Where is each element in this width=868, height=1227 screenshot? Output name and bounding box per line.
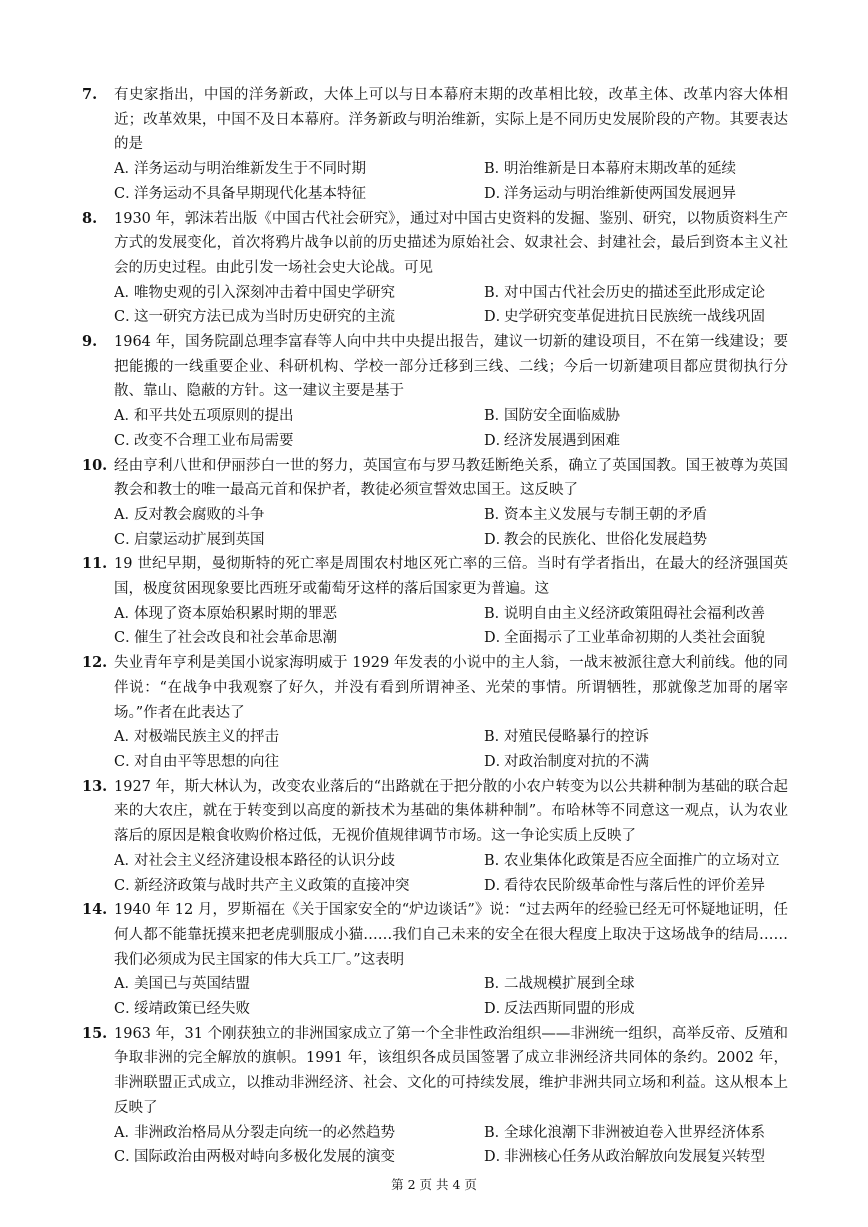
option-text: 国际政治由两极对峙向多极化发展的演变 [134, 1149, 395, 1166]
option-text: 催生了社会改良和社会革命思潮 [134, 630, 337, 647]
option-a [114, 281, 484, 306]
question-12 [82, 651, 788, 775]
option-list [114, 972, 788, 1021]
option-d [484, 305, 820, 330]
question-number: 8. [82, 209, 98, 227]
option-letter: B. [484, 852, 500, 869]
option-b [484, 503, 820, 528]
option-letter: B． [484, 729, 510, 746]
option-list [114, 1121, 788, 1170]
option-letter: A． [114, 161, 139, 178]
option-c [114, 528, 484, 553]
option-list [114, 602, 788, 651]
option-d [484, 1145, 820, 1170]
option-letter: C． [114, 1001, 140, 1018]
option-text: 洋务运动与明治维新使两国发展迥异 [504, 185, 736, 202]
option-text: 洋务运动不具备早期现代化基本特征 [134, 185, 366, 202]
option-letter: C． [114, 877, 140, 894]
option-letter: B． [484, 605, 510, 622]
option-c [114, 305, 484, 330]
option-text: 唯物史观的引入深刻冲击着中国史学研究 [134, 284, 395, 301]
option-letter: C． [114, 1149, 140, 1166]
option-c [114, 750, 484, 775]
question-stem: 1963 年，31 个刚获独立的非洲国家成立了第一个全非性政治组织——非洲统一组织，高举反帝、反殖和争取非洲的完全解放的旗帜。1991 年，该组织各成员国签署了成立非洲经济共同体的条约。2002 年，非洲联盟正式成立，以推动非洲经济、社会、文化的可持续发展，维护非洲共同立场和利益。这从根本上反映了 [114, 1025, 788, 1116]
option-list [114, 849, 788, 898]
option-text: 非洲核心任务从政治解放向发展复兴转型 [504, 1149, 765, 1166]
option-text: 美国已与英国结盟 [134, 976, 250, 993]
option-d [484, 750, 820, 775]
option-a [114, 503, 484, 528]
question-13 [82, 775, 788, 899]
question-number: 9. [82, 333, 98, 351]
option-list [114, 503, 788, 552]
option-b [484, 849, 820, 874]
question-number: 12. [82, 654, 108, 672]
option-letter: C． [114, 531, 140, 548]
option-text: 明治维新是日本幕府末期改革的延续 [504, 161, 736, 178]
option-text: 对自由平等思想的向往 [134, 753, 279, 770]
question-stem: 经由亨利八世和伊丽莎白一世的努力，英国宣布与罗马教廷断绝关系，确立了英国国教。国王被尊为英国教会和教士的唯一最高元首和保护者，教徒必须宣誓效忠国王。这反映了 [114, 457, 788, 499]
option-text: 全球化浪潮下非洲被迫卷入世界经济体系 [504, 1124, 765, 1141]
option-a [114, 404, 484, 429]
question-list [82, 83, 788, 1170]
option-letter: B． [484, 1124, 510, 1141]
option-text: 对政治制度对抗的不满 [504, 753, 649, 770]
option-letter: D． [484, 630, 511, 647]
option-c [114, 626, 484, 651]
option-a [114, 972, 484, 997]
option-letter: A． [114, 605, 139, 622]
option-letter: D． [484, 531, 511, 548]
option-text: 国防安全面临威胁 [504, 408, 620, 425]
question-number: 13. [82, 777, 108, 795]
option-letter: D． [484, 309, 511, 326]
page-footer: 第 2 页 共 4 页 [391, 1177, 477, 1192]
question-stem: 19 世纪早期，曼彻斯特的死亡率是周围农村地区死亡率的三倍。当时有学者指出，在最大的经济强国英国，极度贫困现象要比西班牙或葡萄牙这样的落后国家更为普遍。这 [114, 556, 788, 598]
option-text: 对中国古代社会历史的描述至此形成定论 [504, 284, 765, 301]
option-b [484, 972, 820, 997]
question-number: 15. [82, 1024, 108, 1042]
option-text: 对极端民族主义的抨击 [134, 729, 279, 746]
option-letter: C． [114, 753, 140, 770]
option-c [114, 182, 484, 207]
option-list [114, 157, 788, 206]
option-c [114, 429, 484, 454]
question-number: 14. [82, 901, 108, 919]
option-text: 启蒙运动扩展到英国 [134, 531, 265, 548]
option-letter: A． [114, 284, 139, 301]
question-7 [82, 83, 788, 207]
option-letter: C． [114, 309, 140, 326]
option-letter: B． [484, 976, 510, 993]
option-letter: B． [484, 408, 510, 425]
option-d [484, 626, 820, 651]
option-a [114, 1121, 484, 1146]
option-letter: B． [484, 284, 510, 301]
option-text: 绥靖政策已经失败 [134, 1001, 250, 1018]
option-b [484, 1121, 820, 1146]
option-text: 全面揭示了工业革命初期的人类社会面貌 [504, 630, 765, 647]
question-8 [82, 207, 788, 331]
option-text: 新经济政策与战时共产主义政策的直接冲突 [134, 877, 410, 894]
option-letter: D． [484, 753, 511, 770]
question-number: 11. [82, 555, 108, 573]
option-d [484, 528, 820, 553]
option-letter: A． [114, 852, 139, 869]
option-letter: A． [114, 976, 139, 993]
option-d [484, 429, 820, 454]
option-text: 资本主义发展与专制王朝的矛盾 [504, 506, 707, 523]
option-a [114, 725, 484, 750]
option-letter: C． [114, 185, 140, 202]
option-letter: B． [484, 506, 510, 523]
option-list [114, 281, 788, 330]
option-text: 对殖民侵略暴行的控诉 [504, 729, 649, 746]
option-letter: C． [114, 432, 140, 449]
option-letter: D． [484, 432, 511, 449]
question-number: 10. [82, 456, 108, 474]
question-11 [82, 552, 788, 651]
question-stem: 有史家指出，中国的洋务新政，大体上可以与日本幕府末期的改革相比较，改革主体、改革内容大体相近；改革效果，中国不及日本幕府。洋务新政与明治维新，实际上是不同历史发展阶段的产物。其要表达的是 [114, 87, 788, 153]
option-letter: A． [114, 1124, 139, 1141]
option-b [484, 157, 820, 182]
option-letter: D． [484, 1001, 511, 1018]
option-text: 反对教会腐败的斗争 [134, 506, 265, 523]
option-letter: B． [484, 161, 510, 178]
option-text: 看待农民阶级革命性与落后性的评价差异 [504, 877, 765, 894]
question-stem: 1927 年，斯大林认为，改变农业落后的“出路就在于把分散的小农户转变为以公共耕种制为基础的联合起来的大农庄，就在于转变到以高度的新技术为基础的集体耕种制”。布哈林等不同意这一观点，认为农业落后的原因是粮食收购价格过低，无视价值规律调节市场。这一争论实质上反映了 [114, 778, 788, 845]
option-b [484, 404, 820, 429]
option-text: 史学研究变革促进抗日民族统一战线巩固 [504, 309, 765, 326]
question-stem: 1930 年，郭沫若出版《中国古代社会研究》，通过对中国古史资料的发掘、鉴别、研究，以物质资料生产方式的发展变化，首次将鸦片战争以前的历史描述为原始社会、奴隶社会、封建社会，最后到资本主义社会的历史过程。由此引发一场社会史大论战。可见 [114, 210, 788, 276]
option-a [114, 849, 484, 874]
question-stem: 1964 年，国务院副总理李富春等人向中共中央提出报告，建议一切新的建设项目，不在第一线建设；要把能搬的一线重要企业、科研机构、学校一部分迁移到三线、二线；今后一切新建项目都应贯彻执行分散、靠山、隐蔽的方针。这一建议主要是基于 [114, 334, 788, 400]
option-d [484, 874, 820, 899]
option-text: 洋务运动与明治维新发生于不同时期 [134, 161, 366, 178]
option-letter: A． [114, 729, 139, 746]
question-10 [82, 454, 788, 553]
option-a [114, 157, 484, 182]
option-b [484, 725, 820, 750]
option-letter: D． [484, 1149, 511, 1166]
option-text: 非洲政治格局从分裂走向统一的必然趋势 [134, 1124, 395, 1141]
option-c [114, 997, 484, 1022]
option-text: 二战规模扩展到全球 [504, 976, 635, 993]
option-text: 改变不合理工业布局需要 [134, 432, 294, 449]
option-letter: D． [484, 877, 511, 894]
option-c [114, 874, 484, 899]
question-stem: 失业青年亨利是美国小说家海明威于 1929 年发表的小说中的主人翁，一战末被派往意大利前线。他的同伴说：“在战争中我观察了好久，并没有看到所谓神圣、光荣的事情。所谓牺牲，那就像芝加哥的屠宰场。”作者在此表达了 [114, 655, 788, 721]
option-letter: A． [114, 506, 139, 523]
option-a [114, 602, 484, 627]
question-number: 7. [82, 86, 98, 103]
option-text: 反法西斯同盟的形成 [504, 1001, 635, 1018]
option-text: 说明自由主义经济政策阻碍社会福利改善 [504, 605, 765, 622]
option-letter: D． [484, 185, 511, 202]
question-15 [82, 1022, 788, 1170]
question-9 [82, 330, 788, 454]
option-text: 对社会主义经济建设根本路径的认识分歧 [134, 852, 395, 869]
option-b [484, 281, 820, 306]
option-letter: A． [114, 408, 139, 425]
option-text: 经济发展遇到困难 [504, 432, 620, 449]
option-c [114, 1145, 484, 1170]
option-text: 体现了资本原始积累时期的罪恶 [134, 605, 337, 622]
option-text: 教会的民族化、世俗化发展趋势 [504, 531, 707, 548]
option-d [484, 997, 820, 1022]
option-letter: C． [114, 630, 140, 647]
question-stem: 1940 年 12 月，罗斯福在《关于国家安全的“炉边谈话”》说：“过去两年的经验已经无可怀疑地证明，任何人都不能靠抚摸来把老虎驯服成小猫……我们自己未来的安全在很大程度上取决于这场战争的结局……我们必须成为民主国家的伟大兵工厂。”这表明 [114, 902, 788, 968]
option-d [484, 182, 820, 207]
option-text: 和平共处五项原则的提出 [134, 408, 294, 425]
option-list [114, 404, 788, 453]
option-b [484, 602, 820, 627]
option-list [114, 725, 788, 774]
question-14 [82, 898, 788, 1022]
option-text: 这一研究方法已成为当时历史研究的主流 [134, 309, 395, 326]
option-text: 农业集体化政策是否应全面推广的立场对立 [504, 852, 780, 869]
